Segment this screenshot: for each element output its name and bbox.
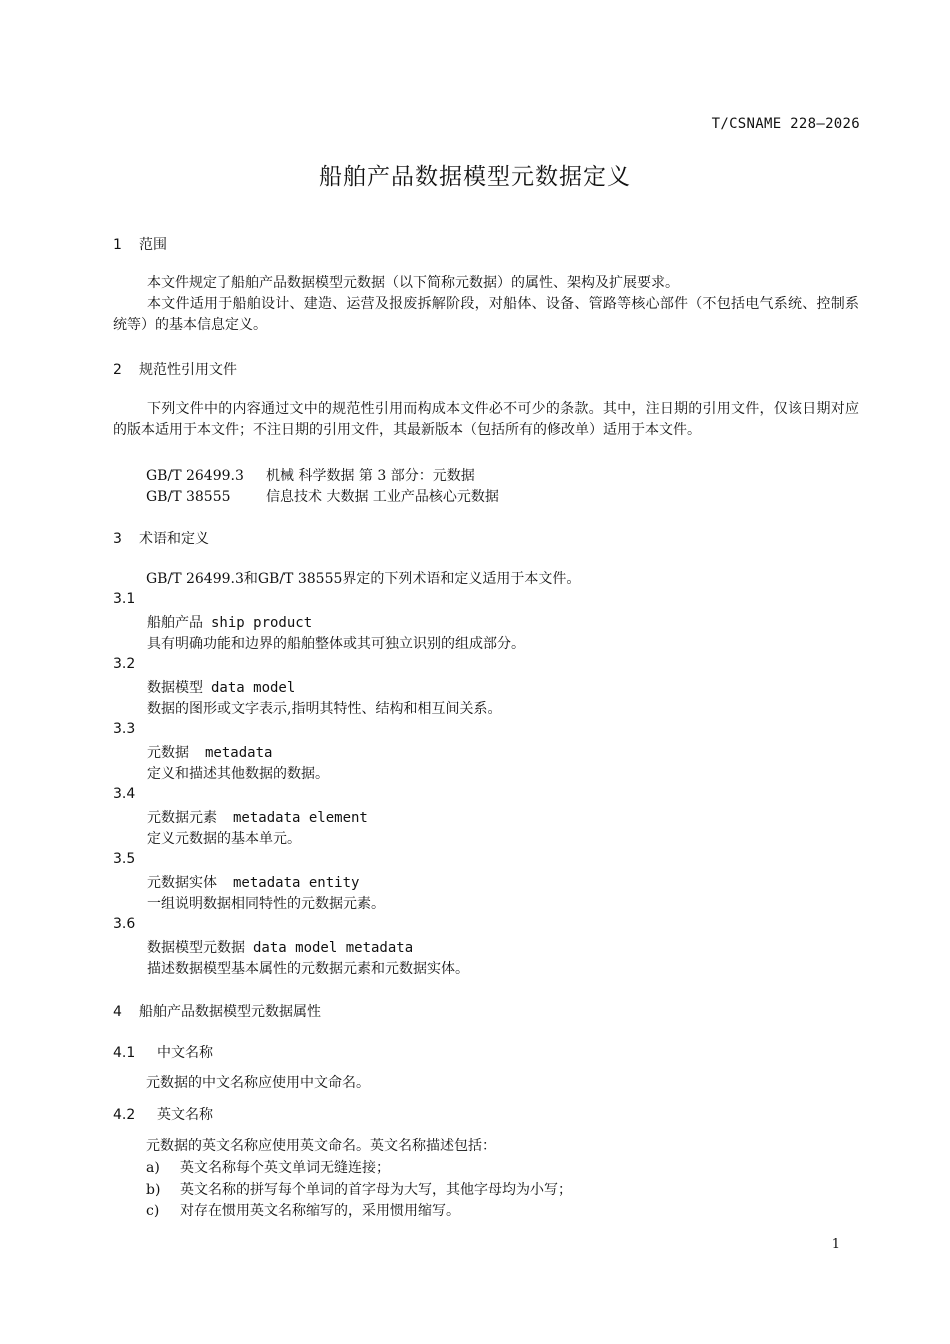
term-name [147, 742, 272, 762]
term-name-en: data model [211, 680, 296, 696]
term-definition: 具有明确功能和边界的船舶整体或其可独立识别的组成部分。 [147, 636, 525, 652]
section-title: 术语和定义 [139, 531, 209, 547]
reference-item [146, 486, 499, 506]
standard-code: T/CSNAME 228—2026 [711, 116, 860, 132]
page-number: 1 [831, 1237, 840, 1252]
paragraph: 元数据的中文名称应使用中文命名。 [146, 1075, 370, 1091]
section-number: 2 [113, 362, 122, 378]
paragraph: 本文件适用于船舶设计、建造、运营及报废拆解阶段，对船体、设备、管路等核心部件（不包括电气系统、控制系统等）的基本信息定义。 [113, 296, 859, 333]
section-title: 规范性引用文件 [139, 362, 237, 378]
term-number: 3.1 [113, 591, 136, 607]
term-name [147, 612, 312, 632]
term-name-zh: 元数据 [147, 745, 189, 761]
term-name [147, 937, 413, 957]
term-definition: 描述数据模型基本属性的元数据元素和元数据实体。 [147, 961, 469, 977]
term-name-zh: 数据模型 [147, 680, 203, 696]
term-definition: 定义和描述其他数据的数据。 [147, 766, 329, 782]
term-name [147, 807, 368, 827]
section-number: 1 [113, 237, 122, 253]
paragraph: GB/T 26499.3和GB/T 38555界定的下列术语和定义适用于本文件。 [146, 571, 581, 587]
subsection-title: 英文名称 [157, 1107, 213, 1123]
term-name [147, 872, 359, 892]
list-item [146, 1157, 390, 1177]
term-name-en: ship product [211, 615, 313, 631]
reference-code: GB/T 26499.3 [146, 468, 244, 484]
term-number: 3.2 [113, 656, 136, 672]
term-name-en: metadata entity [233, 875, 360, 891]
list-text: 英文名称每个英文单词无缝连接； [180, 1160, 390, 1176]
term-name-en: data model metadata [253, 940, 414, 956]
reference-item [146, 465, 475, 485]
term-definition: 数据的图形或文字表示,指明其特性、结构和相互间关系。 [147, 701, 502, 717]
subsection-4-1-heading [113, 1042, 213, 1062]
term-name-en: metadata [205, 745, 273, 761]
term-definition: 定义元数据的基本单元。 [147, 831, 301, 847]
term-name-en: metadata element [233, 810, 368, 826]
term-name-zh: 元数据实体 [147, 875, 217, 891]
term-name-zh: 船舶产品 [147, 615, 203, 631]
term-name [147, 677, 295, 697]
reference-title: 机械 科学数据 第 3 部分：元数据 [266, 468, 475, 484]
section-1-heading [113, 234, 167, 254]
subsection-number: 4.2 [113, 1107, 136, 1123]
list-item [146, 1200, 460, 1220]
term-number: 3.5 [113, 851, 136, 867]
subsection-title: 中文名称 [157, 1045, 213, 1061]
term-name-zh: 数据模型元数据 [147, 940, 245, 956]
document-title: 船舶产品数据模型元数据定义 [319, 164, 631, 190]
section-number: 3 [113, 531, 122, 547]
list-marker: b) [146, 1182, 161, 1198]
list-text: 对存在惯用英文名称缩写的，采用惯用缩写。 [180, 1203, 460, 1219]
term-number: 3.4 [113, 786, 136, 802]
term-number: 3.6 [113, 916, 136, 932]
list-item [146, 1179, 572, 1199]
list-marker: a) [146, 1160, 160, 1176]
section-number: 4 [113, 1004, 122, 1020]
paragraph: 下列文件中的内容通过文中的规范性引用而构成本文件必不可少的条款。其中，注日期的引用文件，仅该日期对应的版本适用于本文件；不注日期的引用文件，其最新版本（包括所有的修改单）适用于本文件。 [113, 401, 859, 438]
section-title: 船舶产品数据模型元数据属性 [139, 1004, 321, 1020]
section-title: 范围 [139, 237, 167, 253]
subsection-4-2-heading [113, 1104, 213, 1124]
list-marker: c) [146, 1203, 160, 1219]
term-name-zh: 元数据元素 [147, 810, 217, 826]
list-text: 英文名称的拼写每个单词的首字母为大写，其他字母均为小写； [180, 1182, 572, 1198]
paragraph: 元数据的英文名称应使用英文命名。英文名称描述包括： [146, 1138, 496, 1154]
reference-title: 信息技术 大数据 工业产品核心元数据 [266, 489, 499, 505]
section-3-heading [113, 528, 209, 548]
section-4-heading [113, 1001, 321, 1021]
subsection-number: 4.1 [113, 1045, 136, 1061]
term-definition: 一组说明数据相同特性的元数据元素。 [147, 896, 385, 912]
reference-code: GB/T 38555 [146, 489, 231, 505]
term-number: 3.3 [113, 721, 136, 737]
section-2-heading [113, 359, 237, 379]
paragraph: 本文件规定了船舶产品数据模型元数据（以下简称元数据）的属性、架构及扩展要求。 [147, 275, 679, 291]
